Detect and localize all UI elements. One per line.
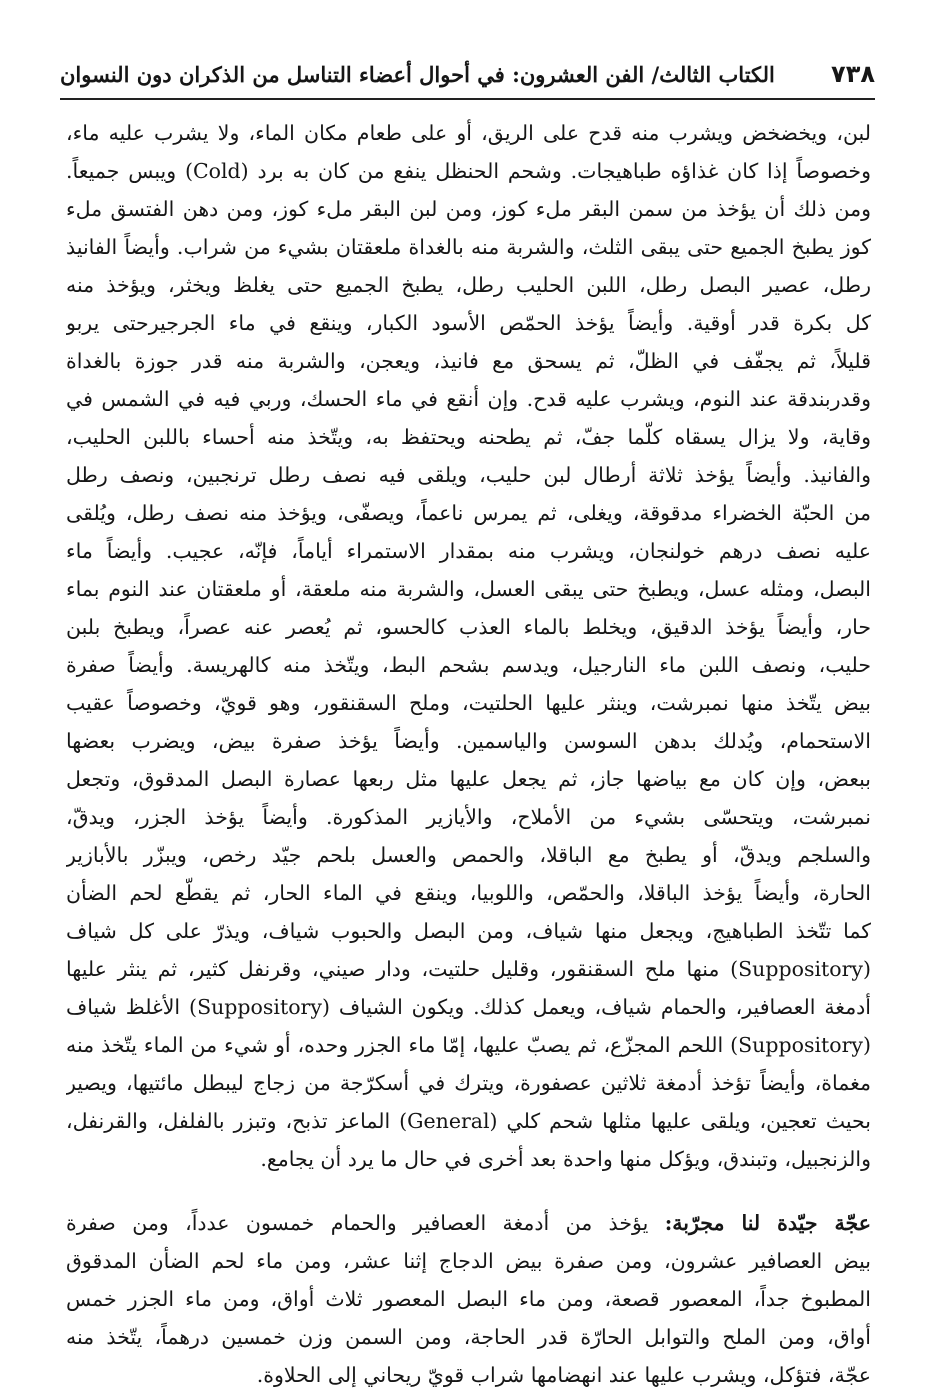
text-line: كوز يطبخ الجميع حتى يبقى الثلث، والشربة منه بالغداة ملعقتان بشيء من شراب. وأيضاً الفانيذ — [66, 235, 871, 259]
text-line: قليلاً، ثم يجفّف في الظلّ، ثم يسحق مع فانيذ، ويعجن، والشربة منه قدر جوزة بالغداة — [66, 349, 871, 373]
text-line: وخصوصاً إذا كان غذاؤه طباهيجات. وشحم الحنظل ينفع من كان به برد (Cold) ويبس جميعاً. — [66, 159, 871, 183]
text-line: حليب، ونصف اللبن ماء النارجيل، ويدسم بشحم البط، ويتّخذ منه كالهريسة. وأيضاً صفرة — [66, 653, 871, 677]
text-line: البصل، ومثله عسل، ويطبخ حتى يبقى العسل، والشربة منه ملعقة، أو ملعقتان عند النوم بماء — [66, 577, 871, 601]
text-line: من الحبّة الخضراء مدقوقة، ويغلى، ثم يمرس ناعماً، ويصفّى، ويؤخذ منه نصف رطل، ويُلقى — [66, 501, 871, 525]
paragraph-1 — [66, 114, 871, 1178]
recipe-title: عجّة جيّدة لنا مجرّبة: — [664, 1211, 871, 1235]
text-line: والسلجم ويدقّ، أو يطبخ مع الباقلا، والحمص والعسل بلحم جيّد رخص، ويبزّر بالأبازير — [66, 843, 871, 867]
text-line: ومن ذلك أن يؤخذ من سمن البقر ملء كوز، ومن لبن البقر ملء كوز، ومن دهن الفتسق ملء — [66, 197, 871, 221]
text-line: كما تتّخذ الطباهيج، ويجعل منها شياف، ومن البصل والحبوب شياف، ويذرّ على كل شياف — [66, 919, 871, 943]
text-line: الحارة، وأيضاً يؤخذ الباقلا، والحمّص، واللوبيا، وينقع في الماء الحار، ثم يقطّع لحم الضأن — [66, 881, 871, 905]
text-line: مغماة، وأيضاً تؤخذ أدمغة ثلاثين عصفورة، ويترك في أسكرّجة من زجاج ليبطل مائتيها، ويصير — [66, 1071, 871, 1095]
text-line: بحيث تعجين، ويلقى عليها مثلها شحم كلي (General) الماعز تذبح، وتبزر بالفلفل، والقرنفل، — [66, 1109, 871, 1133]
text-line: أدمغة العصافير، والحمام شياف، ويعمل كذلك. ويكون الشياف (Suppository) الأغلظ شياف — [66, 995, 871, 1019]
text-line: نمبرشت، ويتحسّى بشيء من الأملاح، والأيازير المذكورة. وأيضاً يؤخذ الجزر، ويدقّ، — [66, 805, 871, 829]
text-line: وقاية، ولا يزال يسقاه كلّما جفّ، ثم يطحنه ويحتفظ به، ويتّخذ منه أحساء باللبن الحليب، — [66, 425, 871, 449]
text-line: المطبوخ جداً، المعصور قصعة، ومن ماء البصل المعصور ثلاث أواق، ومن ماء الجزر خمس — [66, 1287, 871, 1311]
text-line: الاستحمام، ويُدلك بدهن السوسن والياسمين. وأيضاً يؤخذ صفرة بيض، ويضرب بعضها — [66, 729, 871, 753]
text-line: عجّة، فتؤكل، ويشرب عليها عند انهضامها شراب قويّ ريحاني إلى الحلاوة. — [256, 1363, 871, 1387]
running-title: الكتاب الثالث/ الفن العشرون: في أحوال أعضاء التناسل من الذكران دون النسوان — [60, 61, 775, 87]
text-line: والفانيذ. وأيضاً يؤخذ ثلاثة أرطال لبن حليب، ويلقى فيه نصف رطل ترنجبين، ونصف رطل — [66, 463, 871, 487]
text-line: أواق، ومن الملح والتوابل الحارّة قدر الحاجة، ومن السمن وزن خمسين درهماً، يتّخذ منه — [66, 1325, 871, 1349]
body-text — [66, 114, 871, 1394]
text-line: بيض يتّخذ منها نمبرشت، وينثر عليها الحلتيت، وملح السقنقور، وهو قويّ، وخصوصاً عقيب — [66, 691, 871, 715]
text-line: بيض العصافير عشرون، ومن صفرة بيض الدجاج إثنا عشر، ومن ماء لحم الضأن المدقوق — [66, 1249, 871, 1273]
text-line: لبن، ويخضخض ويشرب منه قدح على الريق، أو على طعام مكان الماء، ولا يشرب عليه ماء، — [66, 121, 871, 145]
text-line: وقدربندقة عند النوم، ويشرب عليه قدح. وإن أنقع في ماء الحسك، وربي فيه في الشمس في — [66, 387, 871, 411]
text-line: رطل، عصير البصل رطل، اللبن الحليب رطل، يطبخ الجميع حتى يغلظ ويخثر، ويؤخذ منه — [66, 273, 871, 297]
text-line: (Suppository) منها ملح السقنقور، وقليل حلتيت، ودار صيني، وقرنفل كثير، ثم ينثر عليها — [66, 957, 871, 981]
paragraph-gap — [66, 1178, 871, 1204]
running-header — [60, 50, 875, 100]
page-number: ٧٣٨ — [831, 60, 875, 88]
paragraph-2 — [66, 1204, 871, 1394]
text-line: حار، وأيضاً يؤخذ الدقيق، ويخلط بالماء العذب كالحسو، ثم يُعصر عنه عصراً، ويطبخ بلبن — [66, 615, 871, 639]
text-line: ببعض، وإن كان مع بياضها جاز، ثم يجعل عليها مثل ربعها عصارة البصل المدقوق، وتجعل — [66, 767, 871, 791]
text-line: عليه نصف درهم خولنجان، ويشرب منه بمقدار الاستمراء أياماً، فإنّه، عجيب. وأيضاً ماء — [66, 539, 871, 563]
text-line: والزنجبيل، وتبندق، ويؤكل منها واحدة بعد أخرى في حال ما يرد أن يجامع. — [260, 1147, 871, 1171]
recipe-intro: يؤخذ من أدمغة العصافير والحمام خمسون عدداً، ومن صفرة — [66, 1211, 649, 1235]
text-line: كل بكرة قدر أوقية. وأيضاً يؤخذ الحمّص الأسود الكبار، وينقع في ماء الجرجيرحتى يربو — [66, 311, 871, 335]
text-line — [66, 1204, 871, 1242]
text-line: (Suppository) اللحم المجزّع، ثم يصبّ عليها، إمّا ماء الجزر وحده، أو شيء من الماء يتّخذ منه — [66, 1033, 871, 1057]
